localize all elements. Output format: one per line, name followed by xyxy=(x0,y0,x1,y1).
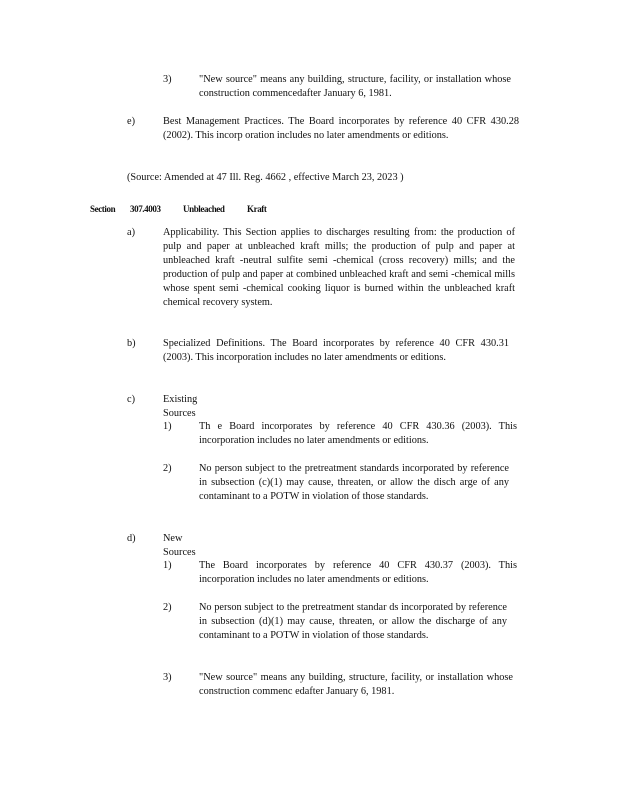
section-label: Section xyxy=(90,204,116,214)
item-label: 2) xyxy=(163,463,172,474)
item-text: The Board incorporates by reference 40 CFR 430.37 (2003). This incorporation includes no later amendments or editions. xyxy=(199,560,517,585)
subsection-label: a) xyxy=(127,227,135,238)
section-title-word-2: Kraft xyxy=(247,204,267,214)
item-text: Th e Board incorporates by reference 40 CFR 430.36 (2003). This incorporation includes no later amendments or editions. xyxy=(199,421,517,446)
subsection-title: New Sources xyxy=(163,533,196,558)
item-text: "New source" means any building, structure, facility, or installation whose construction commenc edafter January 6, 1981. xyxy=(199,672,513,697)
item-text: No person subject to the pretreatment standards incorporated by reference in subsection (c)(1) may cause, threaten, or allow the disch arge of any contaminant to a POTW in violation of those standards. xyxy=(199,463,509,502)
item-label: 1) xyxy=(163,560,172,571)
item-label: 1) xyxy=(163,421,172,432)
source-note: (Source: Amended at 47 Ill. Reg. 4662 , effective March 23, 2023 ) xyxy=(127,172,404,183)
subsection-text: Applicability. This Section applies to discharges resulting from: the production of pulp and paper at unbleached kraft mills; the production of pulp and paper at unbleached kraft -neutral sulfite semi -chemical (cross recovery) mills; and the production of pulp and paper at combined unbleached kraft and semi -chemical mills whose spent semi -chemical cooking liquor is burned within the unbleached kraft chemical recovery system. xyxy=(163,227,515,308)
item-label: 3) xyxy=(163,74,172,85)
item-text: "New source" means any building, structure, facility, or installation whose construction commencedafter January 6, 1981. xyxy=(199,74,511,99)
subsection-label: d) xyxy=(127,533,136,544)
item-text: Best Management Practices. The Board incorporates by reference 40 CFR 430.28 (2002). This incorp oration includes no later amendments or editions. xyxy=(163,116,519,141)
subsection-label: c) xyxy=(127,394,135,405)
item-text: No person subject to the pretreatment standar ds incorporated by reference in subsection (d)(1) may cause, threaten, or allow the discharge of any contaminant to a POTW in violation of those standards. xyxy=(199,602,507,641)
subsection-title: Existing Sources xyxy=(163,394,198,419)
subsection-text: Specialized Definitions. The Board incorporates by reference 40 CFR 430.31 (2003). This incorporation includes no later amendments or editions. xyxy=(163,338,509,363)
subsection-label: b) xyxy=(127,338,136,349)
item-label: 2) xyxy=(163,602,172,613)
section-number: 307.4003 xyxy=(130,204,161,214)
item-label: 3) xyxy=(163,672,172,683)
item-label: e) xyxy=(127,116,135,127)
section-title-word-1: Unbleached xyxy=(183,204,225,214)
